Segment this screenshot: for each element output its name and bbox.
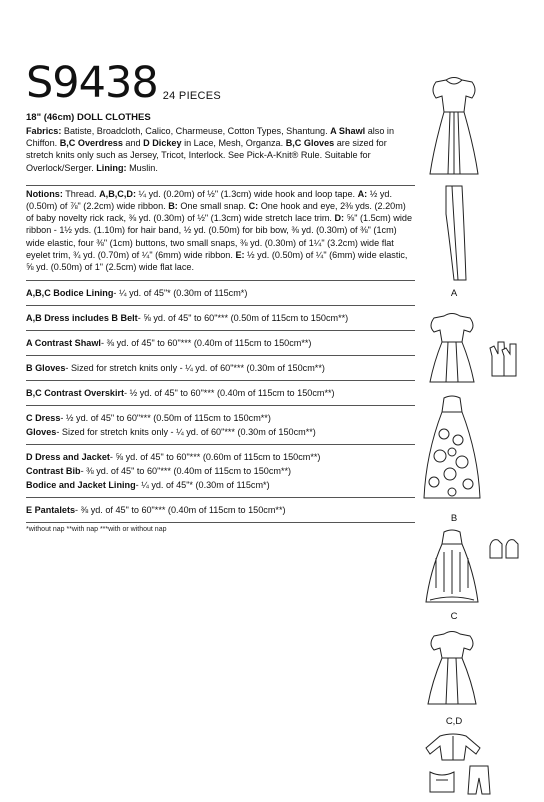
dress-cd-sketch [426, 628, 478, 708]
yardage-text: - ¼ yd. of 45"* (0.30m of 115cm*) [135, 480, 270, 491]
notions-paragraph [26, 188, 415, 273]
dress-c-sketch [424, 528, 480, 606]
notions-bold: C: [248, 201, 259, 212]
caption-c: C [450, 611, 458, 622]
fabrics-label: Fabrics: [26, 126, 62, 136]
caption-a: A [450, 288, 458, 299]
caption-cd: C,D [445, 716, 463, 727]
notions-text: ½ yd. (0.50m) of ¼" (6mm) wide elastic, ⅝ yd. (0.50m) of 1" (2.5cm) wide flat lace. [26, 249, 408, 273]
notions-bold: E: [235, 249, 245, 260]
notions-text: ⅝" (1.5cm) wide ribbon - 1½ yds. (1.10m) for hair band, ½ yd. (0.50m) for bib bow, ⅜ yd. (0.30m) of ⅜" (1cm) wide elastic, four ⅜" (1cm) buttons, two small snaps, ⅜ yd. (0.30m) of 1¼" (3.2cm) wide flat eyelet trim, ¾ yd. (0.70m) of ¼" (6mm) wide ribbon. [26, 213, 413, 260]
gloves-sketch [488, 340, 518, 380]
fabrics-bold: A Shawl [330, 126, 366, 136]
yardage-text: - ½ yd. of 45" to 60"*** (0.40m of 115cm to 150cm**) [124, 388, 335, 399]
notions-label: Notions: [26, 188, 63, 199]
yardage-section [26, 281, 415, 305]
yardage-label: Gloves [26, 427, 57, 438]
notions-text: One small snap. [177, 201, 249, 212]
yardage-label: Contrast Bib [26, 466, 81, 477]
view-sketches [418, 60, 544, 802]
divider [26, 522, 415, 523]
yardage-list [26, 281, 415, 523]
dress-b-sketch [426, 310, 478, 385]
jacket-sketch [422, 732, 484, 762]
yardage-text: - ⅜ yd. of 45" to 60"*** (0.40m of 115cm to 150cm**) [100, 338, 312, 349]
notions-text: ¼ yd. (0.20m) of ½" (1.3cm) wide hook and loop tape. [136, 188, 358, 199]
yardage-line [26, 411, 415, 425]
yardage-label: Bodice and Jacket Lining [26, 480, 136, 491]
yardage-section [26, 331, 415, 355]
pieces-count: 24 PIECES [162, 90, 222, 102]
fabrics-text: and [122, 138, 144, 149]
yardage-section [26, 406, 415, 444]
yardage-text: - Sized for stretch knits only - ¼ yd. of 60"*** (0.30m of 150cm**) [56, 427, 316, 438]
fabrics-paragraph [26, 125, 415, 174]
yardage-section [26, 445, 415, 497]
yardage-line [26, 503, 415, 517]
yardage-section [26, 356, 415, 380]
dress-a-sketch [428, 72, 480, 177]
yardage-text: - ⅝ yd. of 45" to 60"*** (0.50m of 115cm to 150cm**) [137, 313, 349, 324]
yardage-line [26, 386, 415, 400]
yardage-section [26, 381, 415, 405]
yardage-text: - ⅜ yd. of 45" to 60"*** (0.40m of 115cm to 150cm**) [80, 466, 292, 477]
bib-sketch [426, 768, 458, 796]
shawl-sketch [440, 184, 470, 284]
notions-bold: D: [334, 213, 345, 224]
caption-b: B [450, 513, 458, 524]
yardage-label: A Contrast Shawl [26, 338, 101, 349]
fabrics-text: Muslin. [126, 162, 158, 173]
yardage-text: - ½ yd. of 45" to 60"*** (0.50m of 115cm to 150cm**) [60, 413, 271, 424]
notions-text: One hook and eye, 2⅜ yds. (2.20m) of baby novelty rick rack, ⅜ yd. (0.30m) of ½" (1.3cm) wide stretch lace trim. [26, 201, 406, 224]
notions-text: Thread. [62, 188, 100, 199]
nap-footnote: *without nap **with nap ***with or without nap [26, 526, 167, 534]
yardage-label: D Dress and Jacket [26, 452, 110, 463]
yardage-section [26, 498, 415, 522]
fabrics-text: in Lace, Mesh, Organza. [181, 138, 286, 149]
yardage-text: - ¼ yd. of 45"* (0.30m of 115cm*) [113, 288, 248, 299]
yardage-line [26, 478, 415, 492]
dress-b-overskirt-sketch [422, 394, 482, 502]
fabrics-bold: B,C Gloves [285, 138, 335, 149]
yardage-line [26, 311, 415, 325]
yardage-label: A,B,C Bodice Lining [26, 288, 114, 299]
fabrics-bold: Lining: [96, 162, 127, 173]
notions-bold: A: [357, 188, 368, 199]
yardage-line [26, 425, 415, 439]
yardage-line [26, 336, 415, 350]
main-content [26, 111, 415, 533]
fabrics-text: also in Chiffon. [26, 126, 395, 149]
yardage-line [26, 450, 415, 464]
yardage-line [26, 286, 415, 300]
fabrics-text: are sized for stretch knits only such as Jersey, Tricot, Interlock. See Pick-A-Knit® Rule. Suitable for Overlock/Serger. [26, 138, 387, 173]
yardage-text: - ⅝ yd. of 45" to 60"*** (0.60m of 115cm to 150cm**) [109, 452, 321, 463]
notions-text: ½ yd. (0.50m) of ⅞" (2.2cm) wide ribbon. [26, 188, 392, 212]
fabrics-bold: B,C Overdress [59, 138, 123, 149]
yardage-label: C Dress [26, 413, 61, 424]
yardage-line [26, 361, 415, 375]
pantalets-sketch [466, 764, 492, 798]
yardage-section [26, 306, 415, 330]
gloves-c-sketch [488, 536, 522, 562]
yardage-text: - ⅜ yd. of 45" to 60"*** (0.40m of 115cm to 150cm**) [75, 505, 286, 516]
yardage-label: B,C Contrast Overskirt [26, 388, 125, 399]
fabrics-bold: D Dickey [143, 138, 182, 149]
yardage-label: B Gloves [26, 363, 66, 374]
header [26, 58, 222, 108]
yardage-text: - Sized for stretch knits only - ¼ yd. of 60"*** (0.30m of 150cm**) [65, 363, 325, 374]
notions-bold: B: [168, 201, 178, 212]
subtitle: 18" (46cm) DOLL CLOTHES [26, 112, 151, 123]
yardage-line [26, 464, 415, 478]
pattern-number: S9438 [26, 58, 158, 108]
yardage-label: E Pantalets [26, 505, 76, 516]
fabrics-text: Batiste, Broadcloth, Calico, Charmeuse, Cotton Types, Shantung. [61, 126, 331, 136]
yardage-label: A,B Dress includes B Belt [26, 313, 138, 324]
notions-bold: A,B,C,D: [99, 188, 136, 199]
divider [26, 185, 415, 186]
